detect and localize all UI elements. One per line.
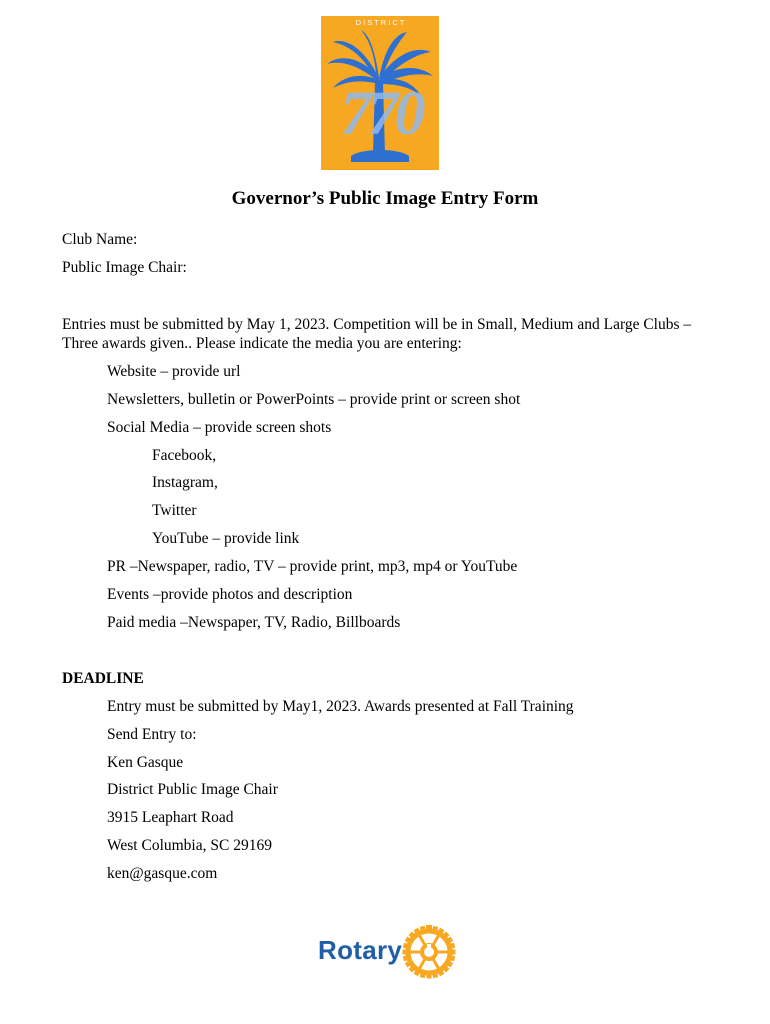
rotary-logo <box>318 925 456 981</box>
media-pr: PR –Newspaper, radio, TV – provide print, mp3, mp4 or YouTube <box>107 558 518 575</box>
social-item-instagram: Instagram, <box>152 474 218 491</box>
deadline-line: District Public Image Chair <box>107 781 278 798</box>
media-newsletters: Newsletters, bulletin or PowerPoints – provide print or screen shot <box>107 391 521 408</box>
media-paid: Paid media –Newspaper, TV, Radio, Billboards <box>107 614 401 631</box>
deadline-heading: DEADLINE <box>62 670 144 687</box>
contact-email: ken@gasque.com <box>107 865 218 882</box>
deadline-line: Send Entry to: <box>107 726 197 743</box>
deadline-line: Ken Gasque <box>107 754 184 771</box>
media-website: Website – provide url <box>107 363 241 380</box>
deadline-line: West Columbia, SC 29169 <box>107 837 272 854</box>
social-item-facebook: Facebook, <box>152 447 217 464</box>
media-social: Social Media – provide screen shots <box>107 419 332 436</box>
intro-paragraph: Entries must be submitted by May 1, 2023. Competition will be in Small, Medium and Large Clubs –Three awards given.. Please indicate the media you are entering: <box>62 316 692 352</box>
deadline-line: 3915 Leaphart Road <box>107 809 234 826</box>
page-title: Governor’s Public Image Entry Form <box>231 188 539 209</box>
district-770-logo <box>321 16 439 170</box>
social-item-twitter: Twitter <box>152 502 197 519</box>
media-events: Events –provide photos and description <box>107 586 353 603</box>
deadline-line: Entry must be submitted by May1, 2023. Awards presented at Fall Training <box>107 698 574 715</box>
rotary-wordmark: Rotary <box>318 935 403 965</box>
club-name-label: Club Name: <box>62 231 138 248</box>
social-item-youtube: YouTube – provide link <box>152 530 300 547</box>
logo-number: 770 <box>340 80 422 148</box>
rotary-wheel-icon <box>402 925 456 979</box>
logo-district-label: D I S T R I C T <box>355 18 405 27</box>
public-image-chair-label: Public Image Chair: <box>62 259 187 276</box>
